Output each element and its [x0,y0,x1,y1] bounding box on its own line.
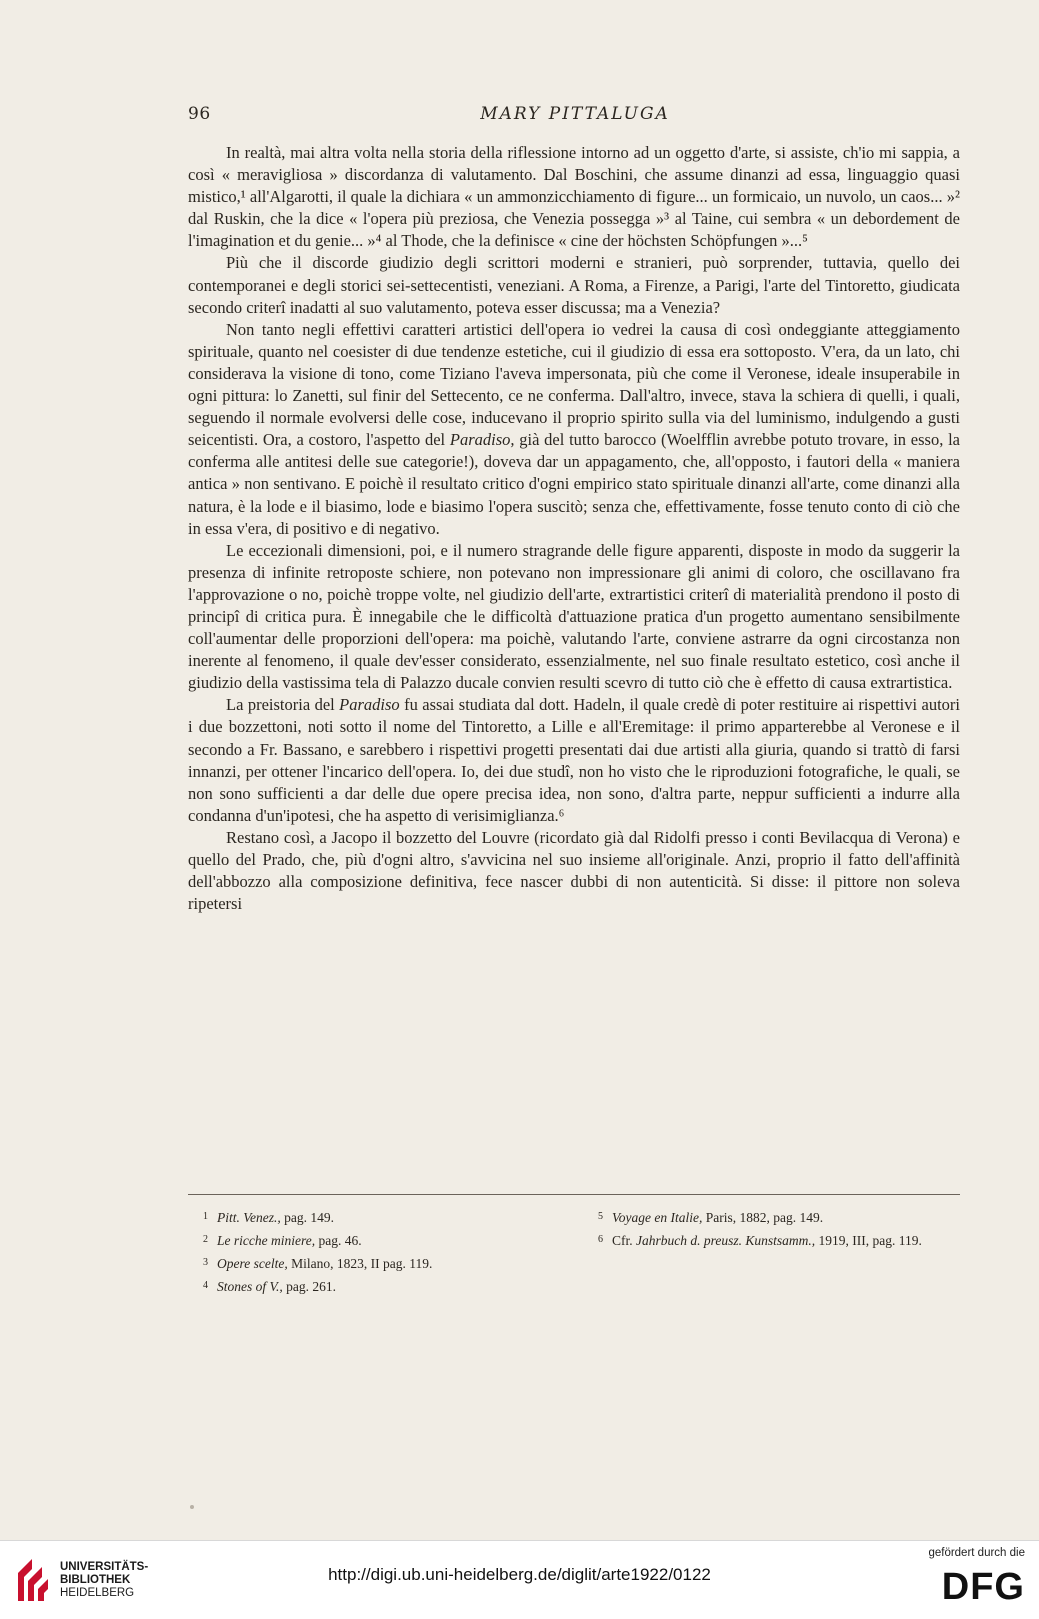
scan-smudge [190,1505,194,1509]
paragraph-5-text-a: La preistoria del [226,695,340,715]
footnote-5: 5 Voyage en Italie, Paris, 1882, pag. 149. [598,1210,824,1225]
footnotes-left-column [203,1206,563,1298]
paragraph-3-text-a: Non tanto negli effettivi caratteri artistici dell'opera io vedrei la causa di così ondeggiante atteggiamento spirituale, quanto nel coesister di due tendenze estetiche, cui il giudizio di essa era sottoposto. V'era, da un lato, chi considerava la visione di tono, come Tiziano l'aveva impersonata, più che come il Veronese, ideale insuperabile in ogni pittura: lo Zanetti, sul finir del Settecento, ce ne conferma. Dall'altro, invece, stava la schiera di quelli, i quali, seguendo il normale evolversi delle cose, inducevano il proprio spirito sulla via del luminismo, indulgendo a gusti seicentisti. Ora, a costoro, l'aspetto del [188,319,960,450]
paragraph-5 [188,694,960,827]
paragraph-3-work-title: Paradiso, [449,430,515,450]
paragraph-1: In realtà, mai altra volta nella storia della riflessione intorno ad un oggetto d'arte, si assiste, ch'io mi sappia, a così « meravigliosa » discordanza di valutamento. Dal Boschini, che assume dinanzi ad essa, linguaggio quasi mistico,¹ all'Algarotti, il quale la dichiara « un ammonzicchiamento di figure... un formicaio, un nuvolo, un caos... »² dal Ruskin, che la dice « l'opera più preziosa, che Venezia possegga »³ al Taine, cui sembra « un debordement de l'imagination et du genie... »⁴ al Thode, che la definisce « cine der höchsten Schöpfungen »...⁵ [188,143,960,251]
page-header [188,104,962,128]
running-title: MARY PITTALUGA [480,104,670,124]
funding-credit[interactable] [915,1547,1025,1613]
dfg-logo: DFG [941,1566,1025,1608]
library-name: UNIVERSITÄTS- BIBLIOTHEK HEIDELBERG [60,1561,149,1599]
permalink-url[interactable]: http://digi.ub.uni-heidelberg.de/diglit/arte1922/0122 [328,1565,711,1584]
viewer-footer [0,1540,1039,1619]
paragraph-5-work-title: Paradiso [339,695,400,715]
footnote-4: 4 Stones of V., pag. 261. [203,1279,337,1294]
footnote-2: 2 Le ricche miniere, pag. 46. [203,1233,362,1248]
funding-caption: gefördert durch die [928,1547,1025,1559]
paragraph-4: Le eccezionali dimensioni, poi, e il numero stragrande delle figure apparenti, disposte in modo da suggerir la presenza di infinite retroposte schiere, non potevano non impressionare gli animi di coloro, che oscillavano fra l'approvazione o no, poichè troppe volte, nel giudizio dell'arte, extrartistici criterî di materialità prendono il posto di principî di critica pura. È innegabile che le difficoltà d'attuazione pratica d'un progetto aumentano sensibilmente coll'aumentar delle proporzioni dell'opera: ma poichè, valutando l'arte, conviene astrarre da ogni circostanza non inerente al fenomeno, il quale dev'esser considerato, essenzialmente, nel suo finale resultato estetico, così anche il giudizio della vastissima tela di Palazzo ducale convien resulti scevro di tutto ciò che è effetto di causa extrartistica. [188,540,960,693]
paragraph-2: Più che il discorde giudizio degli scrittori moderni e stranieri, può sorprender, tuttavia, quello dei contemporanei e degli storici sei-settecentisti, veneziani. A Roma, a Firenze, a Parigi, l'arte del Tintoretto, giudicata secondo criterî inadatti al suo valutamento, poteva esser discussa; ma a Venezia? [188,253,960,317]
paragraph-3-text-b: già del tutto barocco (Woelfflin avrebbe potuto trovare, in esso, la conferma alle antitesi delle sue categorie!), doveva dar un appagamento, che, all'opposto, i fautori della « maniera antica » non sentivano. E poichè il resultato critico d'ogni empirico stato spirituale dinanzi all'arte, come dinanzi alla natura, è la lode e il biasimo, lode e biasimo l'opera suscitò; senza che, effettivamente, fosse tenuto conto di ciò che in essa v'era, di positivo e di negativo. [188,430,960,538]
footnote-3: 3 Opere scelte, Milano, 1823, II pag. 119. [203,1256,433,1271]
page-number: 96 [188,104,211,124]
paragraph-5-text-b: fu assai studiata dal dott. Hadeln, il quale credè di poter restituire ai rispettivi autori i due bozzettoni, noti sotto il nome del Tintoretto, a Lille e all'Eremitage: il primo apparterebbe al Veronese e il secondo a Fr. Bassano, e sarebbero i rispettivi progetti presentati dai due artisti alla giuria, quando si trattò di farsi innanzi, per ottener l'incarico dell'opera. Io, dei due studî, non ho visto che le riproduzioni fotografiche, le quali, se non sono sufficienti a dar delle due opere precisa idea, non sono, d'altra parte, neppur sufficienti a indurre alla condanna d'un'ipotesi, che ha aspetto di verisimiglianza.⁶ [188,695,960,825]
footnote-1: 1 Pitt. Venez., pag. 149. [203,1210,334,1225]
footnote-divider [188,1194,960,1195]
footnotes-right-column [598,1206,960,1252]
paragraph-3 [188,319,960,540]
body-text [188,142,960,915]
paragraph-6: Restano così, a Jacopo il bozzetto del Louvre (ricordato già dal Ridolfi presso i conti Bevilacqua di Verona) e quello del Prado, che, più d'ogni altro, s'avvicina nel suo insieme all'originale. Anzi, proprio il fatto dell'affinità dell'abbozzo alla composizione definitiva, fece nascer dubbi di non autenticità. Si disse: il pittore non soleva ripetersi [188,827,960,914]
footnote-6: 6 Cfr. Jahrbuch d. preusz. Kunstsamm., 1919, III, pag. 119. [598,1233,922,1248]
